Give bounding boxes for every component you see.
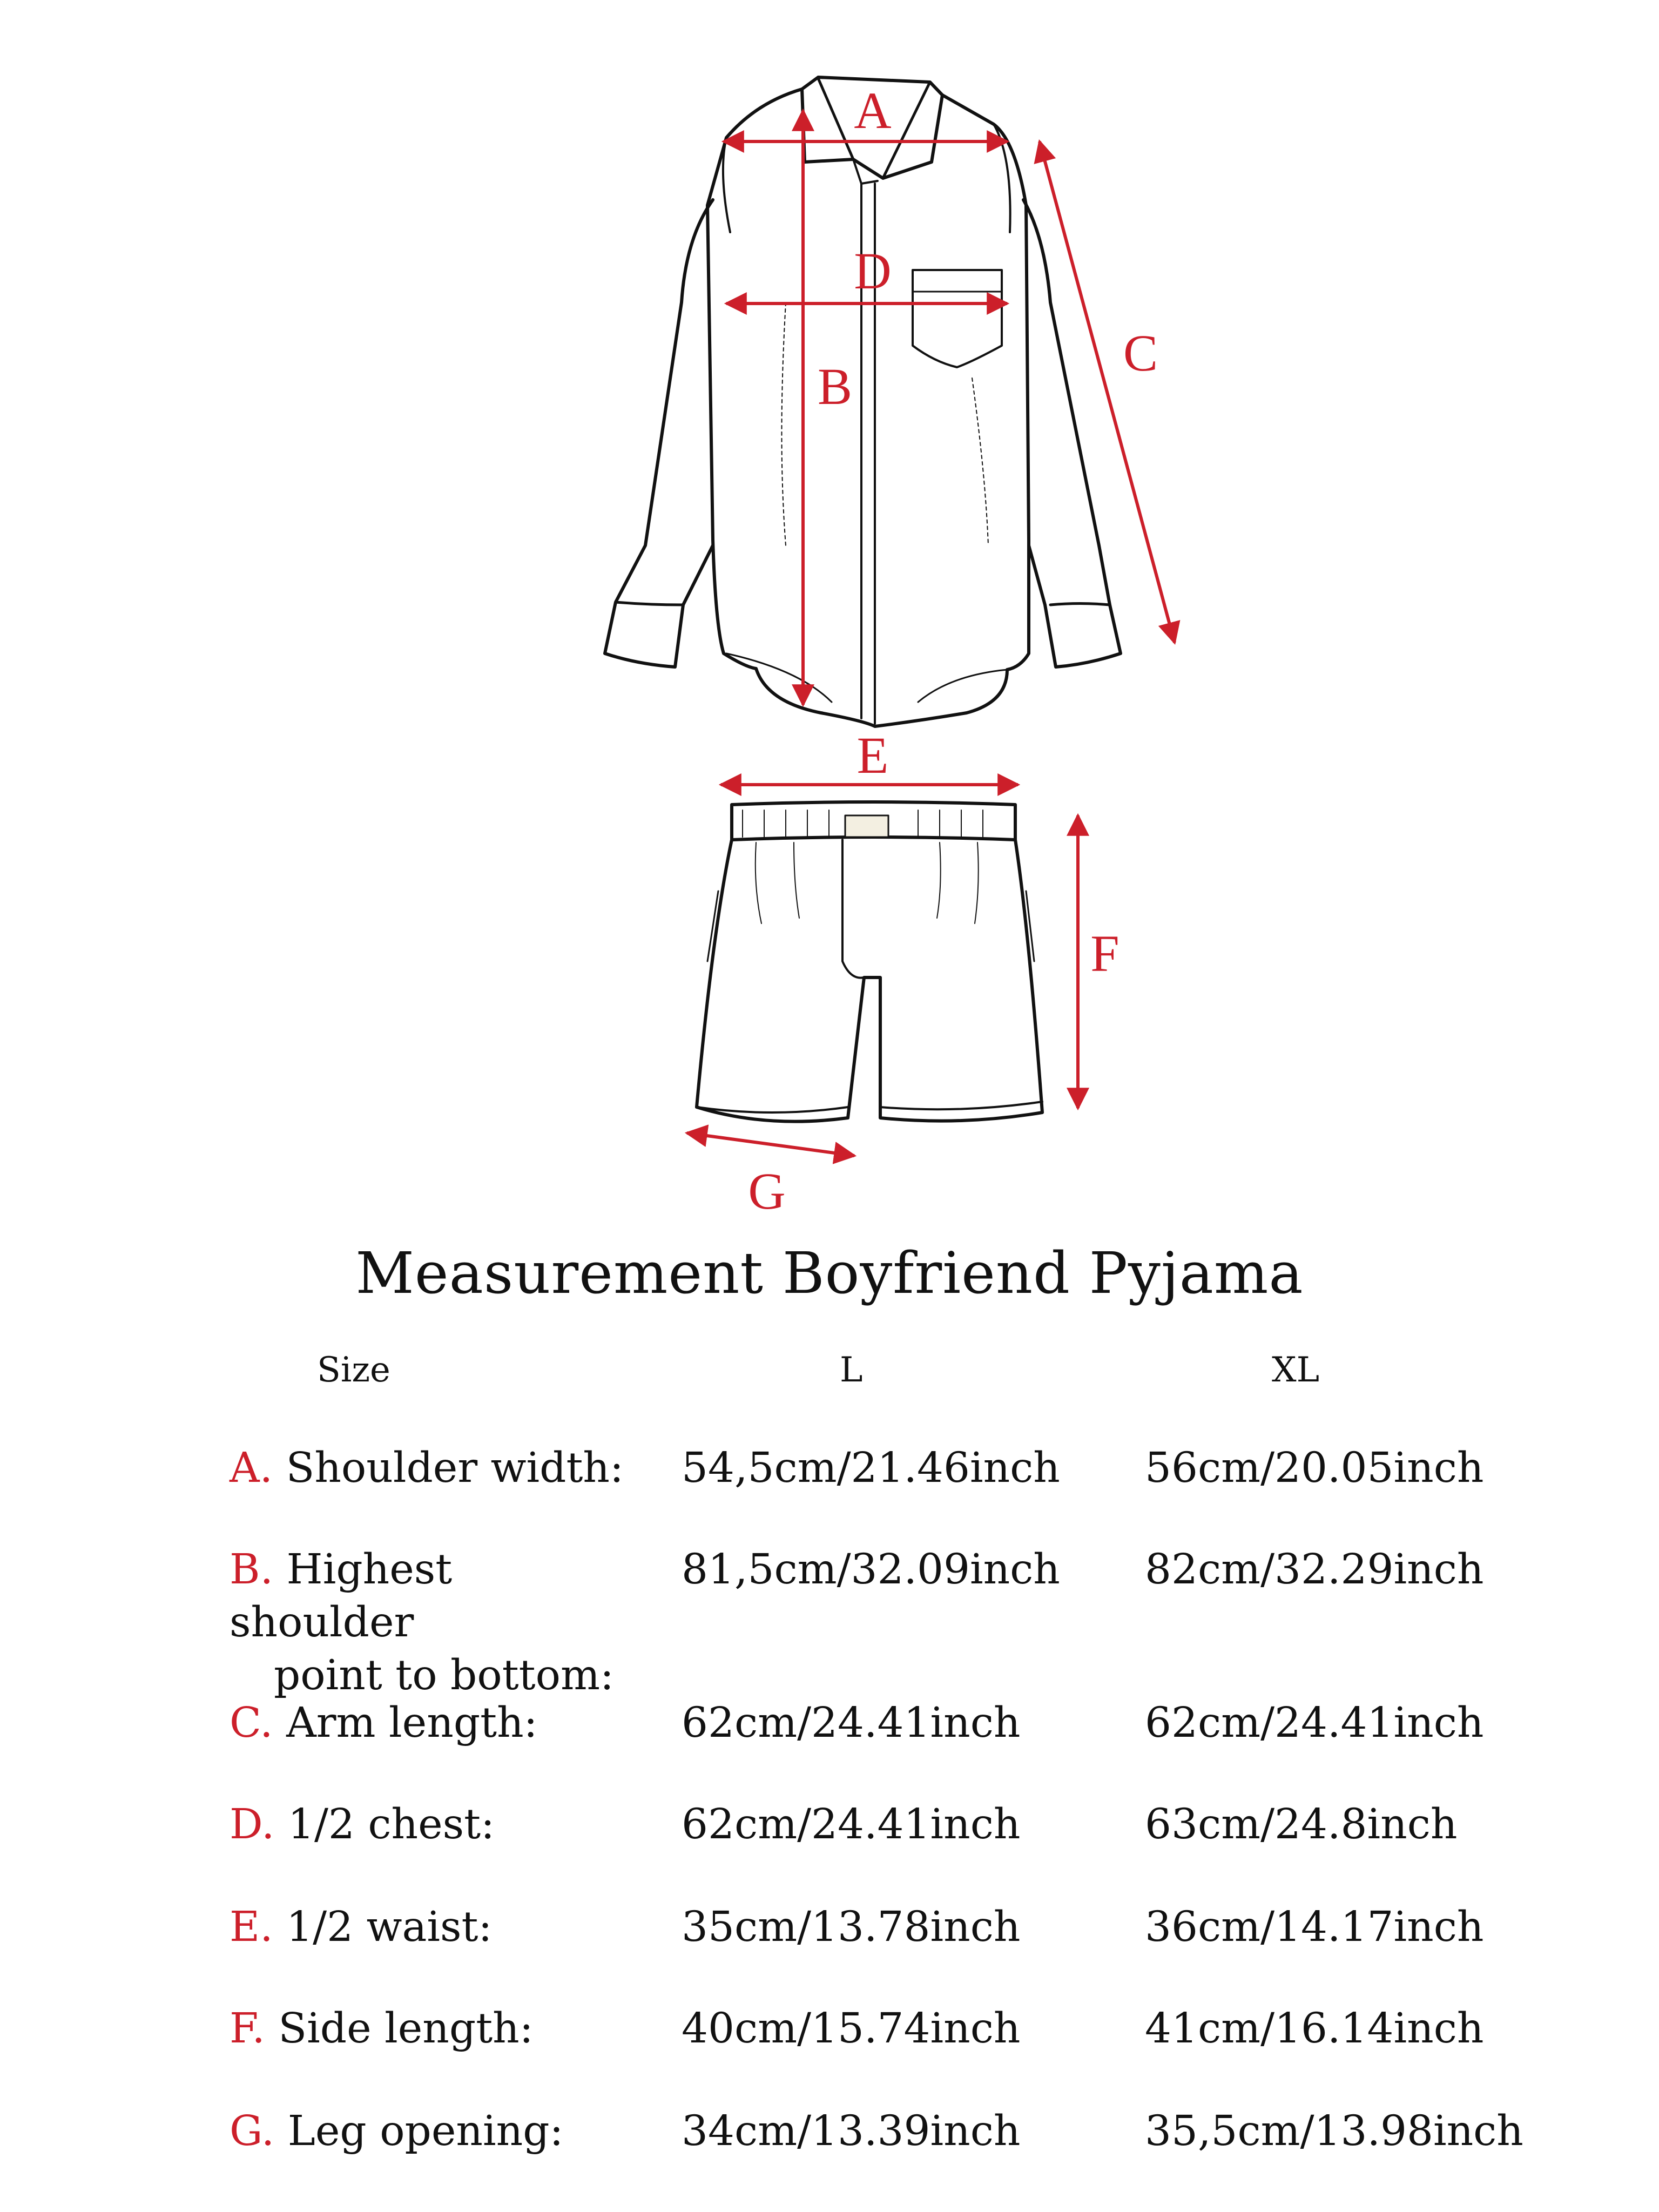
dim-label-a: A	[854, 82, 892, 139]
row-letter: G.	[230, 2107, 275, 2155]
row-label-text: Arm length:	[286, 1699, 538, 1747]
header-l: L	[840, 1350, 863, 1390]
value-l: 62cm/24.41inch	[682, 1699, 1021, 1747]
row-label	[230, 1901, 492, 1954]
row-label	[230, 1798, 495, 1851]
shirt-body	[707, 89, 1029, 726]
value-l: 40cm/15.74inch	[682, 2005, 1021, 2053]
value-l: 34cm/13.39inch	[682, 2107, 1021, 2155]
measure-arrow-c	[1040, 141, 1175, 643]
table-header	[0, 1350, 1659, 1393]
shirt-pocket	[913, 270, 1002, 367]
row-letter: F.	[230, 2005, 265, 2053]
shirt-left-sleeve	[605, 200, 713, 667]
value-xl: 35,5cm/13.98inch	[1145, 2107, 1523, 2155]
row-label	[230, 1442, 624, 1495]
row-letter: A.	[230, 1444, 273, 1492]
row-label	[230, 2002, 534, 2055]
value-l: 62cm/24.41inch	[682, 1800, 1021, 1849]
row-label	[230, 2105, 563, 2158]
measure-arrow-g	[687, 1133, 854, 1156]
shirt-drawing	[605, 77, 1121, 726]
value-xl: 62cm/24.41inch	[1145, 1699, 1484, 1747]
row-letter: E.	[230, 1903, 273, 1951]
row-letter: B.	[230, 1546, 274, 1594]
shorts-outline	[697, 840, 1042, 1122]
value-l: 54,5cm/21.46inch	[682, 1444, 1060, 1492]
row-label	[230, 1697, 538, 1750]
dim-label-c: C	[1123, 324, 1158, 382]
measurement-lines	[687, 111, 1175, 1156]
dim-label-b: B	[817, 358, 853, 415]
value-xl: 63cm/24.8inch	[1145, 1800, 1458, 1849]
row-letter: C.	[230, 1699, 273, 1747]
row-letter: D.	[230, 1800, 275, 1849]
shorts-fly	[842, 840, 864, 978]
row-label-text: 1/2 chest:	[287, 1800, 495, 1849]
page-title: Measurement Boyfriend Pyjama	[355, 1240, 1304, 1306]
dim-label-e: E	[857, 726, 889, 784]
value-xl: 36cm/14.17inch	[1145, 1903, 1484, 1951]
row-label-text-line2: point to bottom:	[274, 1651, 614, 1700]
dim-label-d: D	[854, 242, 892, 300]
dim-label-f: F	[1090, 925, 1120, 982]
header-size: Size	[317, 1350, 390, 1390]
value-xl: 56cm/20.05inch	[1145, 1444, 1484, 1492]
shorts-tag	[845, 815, 888, 837]
dim-label-g: G	[748, 1162, 786, 1220]
value-l: 81,5cm/32.09inch	[682, 1546, 1060, 1594]
value-l: 35cm/13.78inch	[682, 1903, 1021, 1951]
row-label-text: Highest shoulder	[230, 1546, 453, 1647]
row-label-text: Side length:	[278, 2005, 534, 2053]
row-label-text: 1/2 waist:	[286, 1903, 493, 1951]
row-label-text: Shoulder width:	[286, 1444, 624, 1492]
value-xl: 82cm/32.29inch	[1145, 1546, 1484, 1594]
row-label-text: Leg opening:	[287, 2107, 564, 2155]
row-label	[230, 1543, 640, 1702]
header-xl: XL	[1272, 1350, 1320, 1390]
shirt-right-sleeve	[1023, 200, 1121, 667]
shorts-drawing	[697, 802, 1042, 1122]
value-xl: 41cm/16.14inch	[1145, 2005, 1484, 2053]
